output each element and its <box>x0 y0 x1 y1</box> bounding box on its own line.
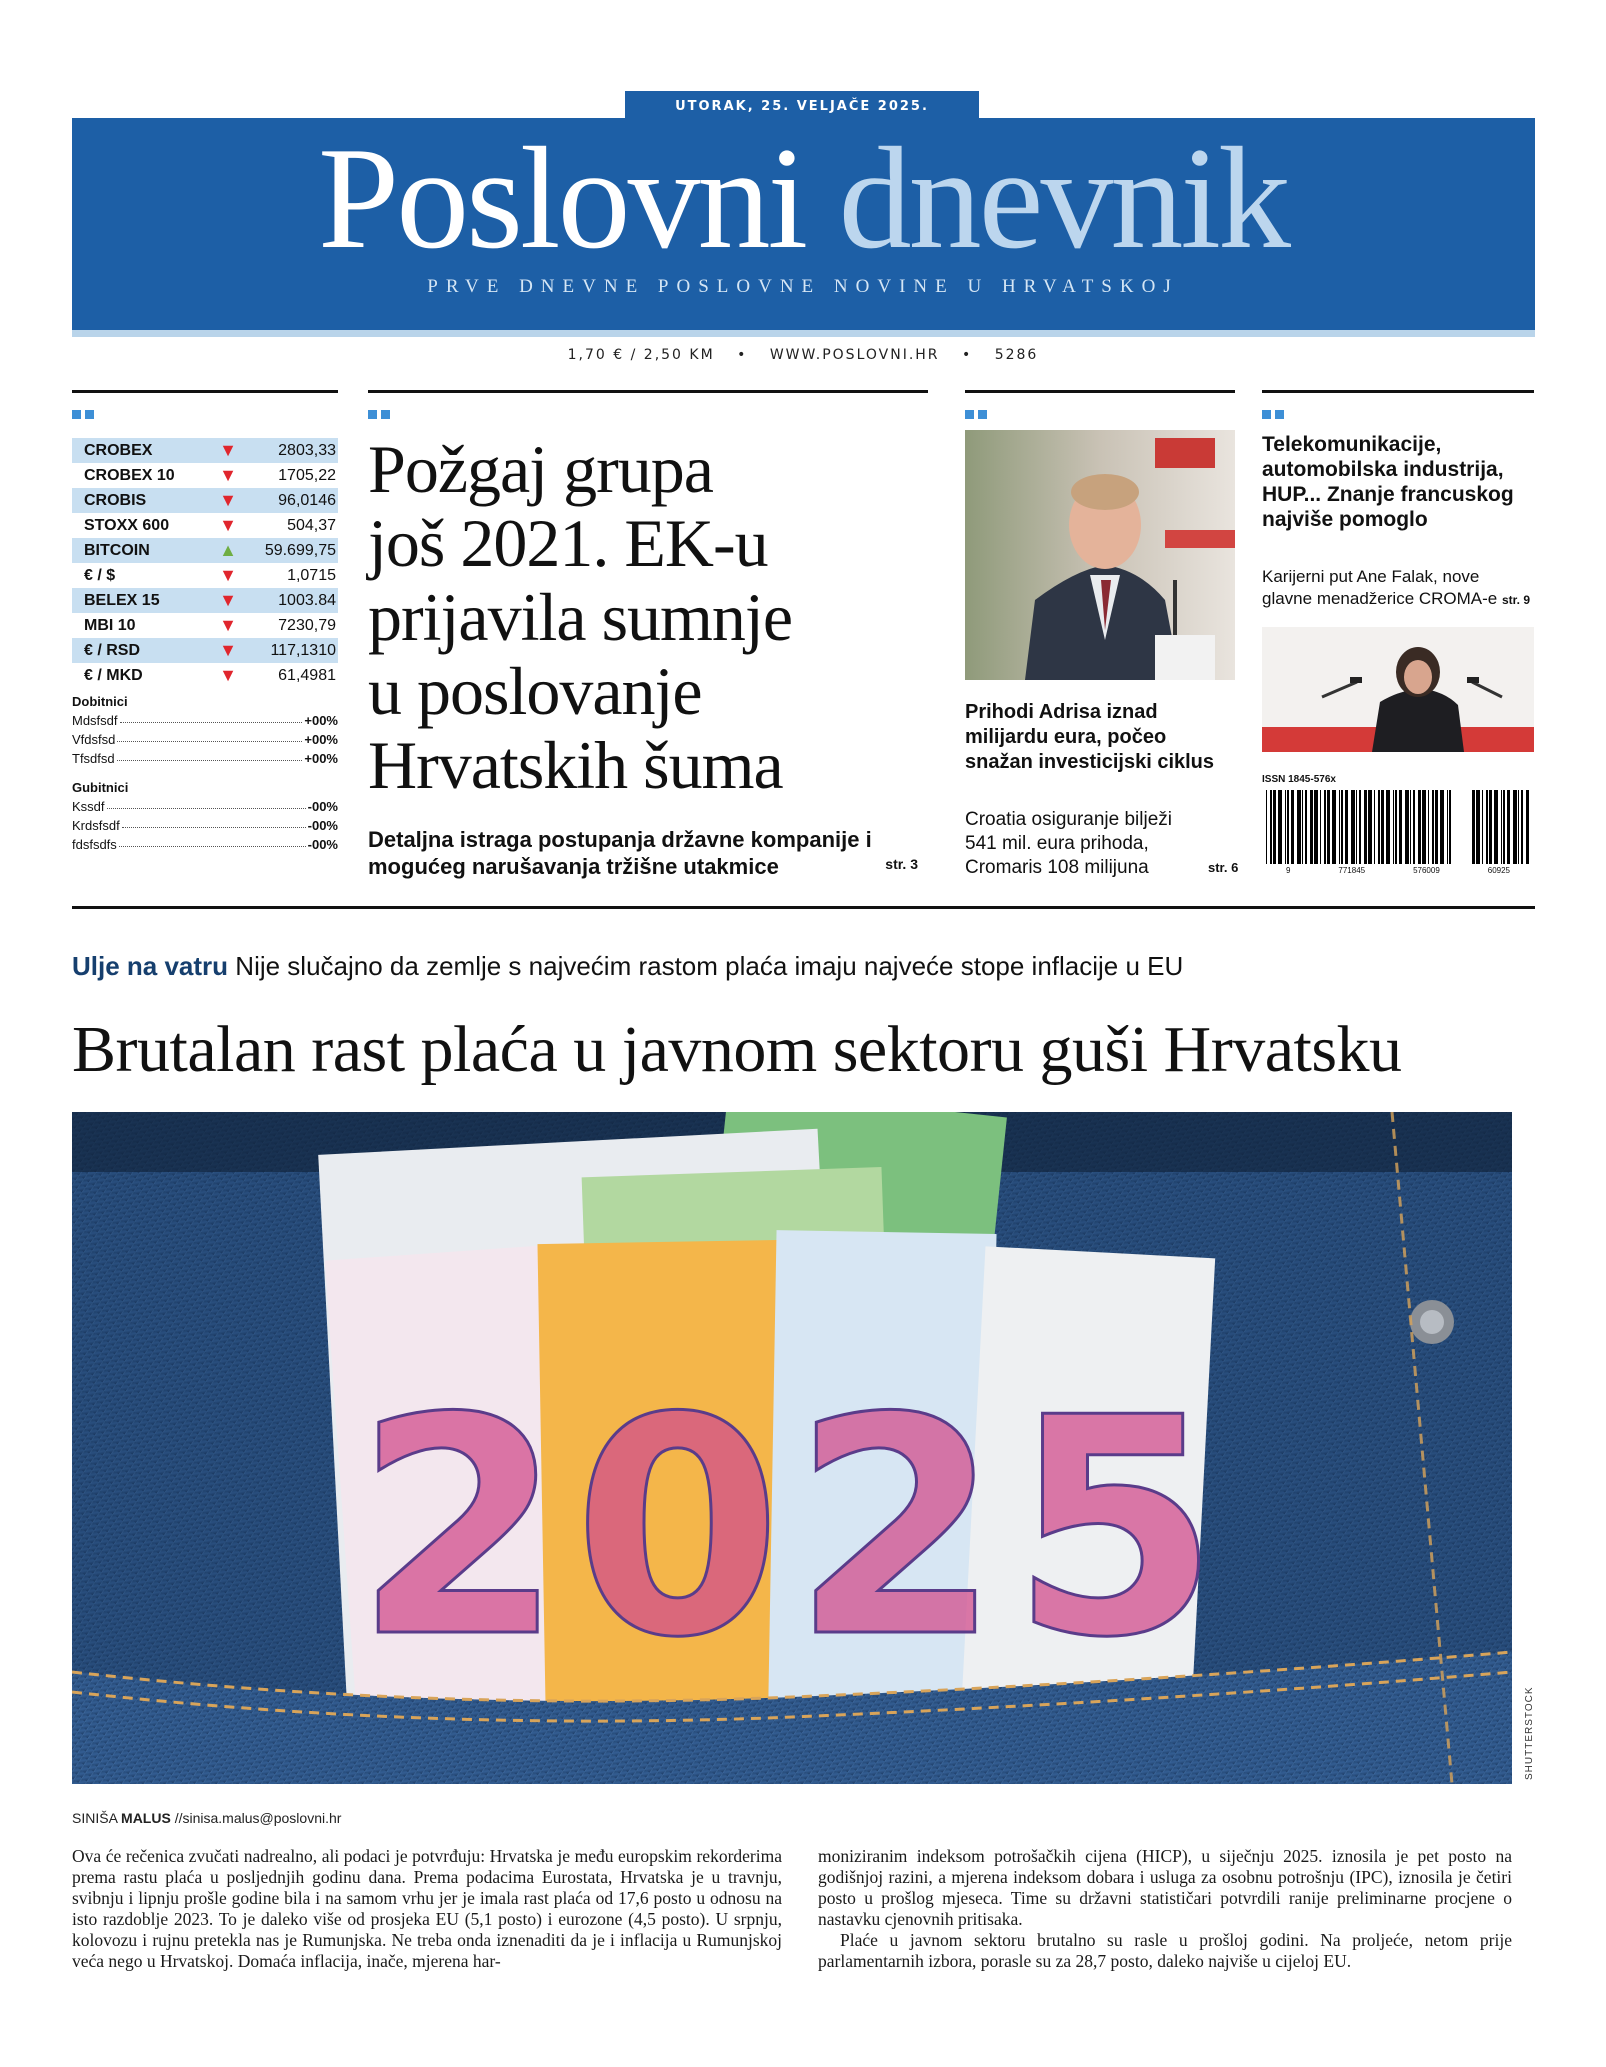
website-link[interactable]: WWW.POSLOVNI.HR <box>769 347 940 363</box>
hero-image <box>72 1112 1512 1784</box>
hero-number-text: 2025 <box>354 1354 1230 1703</box>
barcode-bar <box>1395 790 1397 864</box>
issue-number: 5286 <box>994 347 1039 363</box>
article-paragraph: Ova će rečenica zvučati nadrealno, ali podaci je potvrđuju: Hrvatska je među europskim rekorderima prema rastu plaća u posljednjih godinu dana. Prema podacima Eurostata, Hrvatska je u travnju, svibnju i lipnju prošle godine bila i na samom vrhu jer je imala rast plaća od 17,6 posto u odnosu na isto razdoblje 2023. To je daleko više od prosjeka EU (5,1 posto) i eurozone (4,5 posto). U srpnju, kolovozu i rujnu pretekla nas je Rumunjska. Ne treba onda iznenaditi da je i inflacija u Rumunjskoj veća nego u Hrvatskoj. Domaća inflacija, inače, mjerena har- <box>72 1846 782 1971</box>
list-item <box>72 728 338 747</box>
leader-dots <box>122 827 306 828</box>
headline-line: još 2021. EK-u <box>368 505 768 581</box>
barcode-bar <box>1305 790 1307 864</box>
market-value: 1,0715 <box>287 566 336 584</box>
section-divider <box>72 906 1535 909</box>
barcode-bar <box>1364 790 1367 864</box>
headline-line: prijavila sumnje <box>368 579 793 655</box>
barcode-bar <box>1418 790 1421 864</box>
newspaper-logo[interactable] <box>0 118 1606 278</box>
adris-deck: Croatia osiguranje bilježi 541 mil. eura prihoda, Cromaris 108 milijuna <box>965 809 1172 878</box>
arrow-down-icon: ▼ <box>219 465 237 485</box>
market-value: 504,37 <box>287 516 336 534</box>
barcode-bar <box>1422 790 1426 864</box>
barcode-bar <box>1339 790 1340 864</box>
barcode-bar <box>1381 790 1384 864</box>
market-row <box>72 563 338 588</box>
barcode-bar <box>1494 790 1498 864</box>
telecom-deck-text: Karijerni put Ane Falak, nove glavne menadžerice CROMA-e <box>1262 567 1498 608</box>
market-row <box>72 438 338 463</box>
adris-photo-illustration <box>965 430 1235 680</box>
market-rows <box>72 438 338 688</box>
column-rule <box>368 390 928 393</box>
barcode-bar <box>1278 790 1282 864</box>
barcode-bar <box>1486 790 1488 864</box>
column-rule <box>1262 390 1534 393</box>
market-name: CROBEX <box>84 441 153 459</box>
article-column-1 <box>72 1846 782 1972</box>
barcode-bar <box>1368 790 1372 864</box>
market-name: MBI 10 <box>84 616 136 634</box>
market-row <box>72 463 338 488</box>
stock-change: +00% <box>304 732 338 747</box>
barcode-bar <box>1432 790 1434 864</box>
column-rule <box>965 390 1235 393</box>
barcode-bar <box>1291 790 1294 864</box>
market-name: € / RSD <box>84 641 141 659</box>
arrow-down-icon: ▼ <box>219 615 237 635</box>
barcode-numbers <box>1262 866 1534 875</box>
price-line <box>0 347 1606 363</box>
barcode-bar <box>1356 790 1357 864</box>
market-name: BELEX 15 <box>84 591 160 609</box>
issue-date: UTORAK, 25. VELJAČE 2025. <box>625 91 979 122</box>
arrow-down-icon: ▼ <box>219 515 237 535</box>
market-row <box>72 488 338 513</box>
market-name: STOXX 600 <box>84 516 170 534</box>
telecom-photo-illustration <box>1262 627 1534 752</box>
stock-name: Kssdf <box>72 799 105 814</box>
stock-name: fdsfsdfs <box>72 837 117 852</box>
section-marker-icon <box>72 410 94 419</box>
arrow-down-icon: ▼ <box>219 590 237 610</box>
barcode-number: 576009 <box>1413 866 1440 875</box>
main-headline[interactable]: Brutalan rast plaća u javnom sektoru guši Hrvatsku <box>72 1013 1402 1086</box>
barcode-bar <box>1341 790 1343 864</box>
telecom-deck <box>1262 566 1534 611</box>
barcode-bar <box>1287 790 1289 864</box>
market-name: CROBIS <box>84 491 147 509</box>
kicker-text: Nije slučajno da zemlje s najvećim rastom plaća imaju najveće stope inflacije u EU <box>235 951 1184 981</box>
barcode-bar <box>1302 790 1303 864</box>
market-value: 7230,79 <box>278 616 336 634</box>
barcode-bar <box>1435 790 1438 864</box>
market-name: BITCOIN <box>84 541 150 559</box>
tagline: PRVE DNEVNE POSLOVNE NOVINE U HRVATSKOJ <box>427 276 1179 297</box>
barcode-number: 60925 <box>1487 866 1510 875</box>
barcode-bar <box>1476 790 1480 864</box>
leader-dots <box>117 741 302 742</box>
barcode-bar <box>1521 790 1523 864</box>
barcode-bar <box>1378 790 1380 864</box>
arrow-down-icon: ▼ <box>219 640 237 660</box>
losers-title: Gubitnici <box>72 780 129 795</box>
photo-credit: SHUTTERSTOCK <box>1524 1686 1535 1780</box>
leader-dots <box>107 808 306 809</box>
stock-name: Vfdsfsd <box>72 732 116 747</box>
barcode-bar <box>1327 790 1330 864</box>
barcode-bar <box>1489 790 1492 864</box>
arrow-down-icon: ▼ <box>219 565 237 585</box>
leader-dots <box>117 760 303 761</box>
barcode-bar <box>1297 790 1301 864</box>
market-row <box>72 613 338 638</box>
section-marker-icon <box>1262 410 1284 419</box>
barcode-bar <box>1526 790 1529 864</box>
market-value: 61,4981 <box>278 666 336 684</box>
list-item <box>72 795 338 814</box>
leader-dots <box>119 846 306 847</box>
barcode-bar <box>1273 790 1276 864</box>
barcode-bar <box>1440 790 1444 864</box>
barcode-bar <box>1314 790 1318 864</box>
barcode-bar <box>1359 790 1361 864</box>
market-row <box>72 513 338 538</box>
article-paragraph: Plaće u javnom sektoru brutalno su rasle u prošloj godini. Na proljeće, netom prije parlamentarnih izbora, porasle su za 28,7 posto, daleko najviše u cijeloj EU. <box>818 1930 1512 1971</box>
list-item <box>72 709 338 728</box>
telecom-page-ref[interactable]: str. 9 <box>1502 593 1531 607</box>
barcode-bar <box>1482 790 1483 864</box>
byline-last: MALUS <box>121 1810 171 1826</box>
money-in-pocket-illustration <box>72 1112 1512 1784</box>
market-table <box>72 438 338 852</box>
arrow-up-icon: ▲ <box>219 540 237 560</box>
market-value: 1705,22 <box>278 466 336 484</box>
barcode-icon <box>1262 790 1534 868</box>
stock-name: Krdsfsdf <box>72 818 120 833</box>
stock-name: Mdsfsdf <box>72 713 118 728</box>
arrow-down-icon: ▼ <box>219 490 237 510</box>
barcode-bar <box>1472 790 1475 864</box>
barcode-bar <box>1270 790 1272 864</box>
adris-page-ref[interactable]: str. 6 <box>1208 860 1239 875</box>
list-item <box>72 833 338 852</box>
lead-page-ref[interactable]: str. 3 <box>885 856 918 872</box>
barcode-bar <box>1410 790 1411 864</box>
list-item <box>72 747 338 766</box>
stock-change: -00% <box>307 837 338 852</box>
market-name: € / $ <box>84 566 116 584</box>
byline <box>72 1810 341 1826</box>
barcode-bar <box>1310 790 1313 864</box>
column-rule <box>72 390 338 393</box>
gainers-title: Dobitnici <box>72 694 128 709</box>
leader-dots <box>120 722 303 723</box>
lead-deck-text: Detaljna istraga postupanja državne kompanije i mogućeg narušavanja tržišne utakmice <box>368 827 872 879</box>
barcode-bar <box>1447 790 1448 864</box>
barcode-bar <box>1374 790 1375 864</box>
market-value: 117,1310 <box>270 641 336 659</box>
market-name: € / MKD <box>84 666 143 684</box>
market-value: 59.699,75 <box>264 541 336 559</box>
barcode-bar <box>1386 790 1390 864</box>
lead-headline[interactable] <box>368 432 928 802</box>
main-kicker <box>72 951 1183 982</box>
masthead-strip <box>72 330 1535 337</box>
article-paragraph: moniziranim indeksom potrošačkih cijena (HICP), u siječnju 2025. iznosila je pet posto na godišnjoj razini, a mjerena indeksom dobara i usluga za osobnu potrošnju (IPC), iznosila je četiri posto u prošlog mjeseca. Time su državni statističari potvrdili ranije preliminarne procjene o nastavku cjenovnih pritisaka. <box>818 1846 1512 1929</box>
separator-dot: • <box>737 347 748 363</box>
barcode-bar <box>1428 790 1429 864</box>
barcode-bar <box>1266 790 1267 864</box>
barcode-bar <box>1351 790 1355 864</box>
byline-first: SINIŠA <box>72 1810 118 1826</box>
barcode-bar <box>1449 790 1451 864</box>
barcode-bar <box>1320 790 1321 864</box>
barcode-bar <box>1513 790 1517 864</box>
list-item <box>72 814 338 833</box>
losers-list <box>72 795 338 852</box>
market-value: 1003.84 <box>278 591 336 609</box>
market-value: 96,0146 <box>278 491 336 509</box>
barcode-bar <box>1518 790 1519 864</box>
barcode-bar <box>1285 790 1286 864</box>
headline-line: Požgaj grupa <box>368 431 713 507</box>
byline-email[interactable]: //sinisa.malus@poslovni.hr <box>174 1810 342 1826</box>
price: 1,70 € / 2,50 KM <box>567 347 715 363</box>
market-name: CROBEX 10 <box>84 466 175 484</box>
stock-name: Tfsdfsd <box>72 751 115 766</box>
section-marker-icon <box>965 410 987 419</box>
separator-dot: • <box>961 347 973 363</box>
logo-word-1: Poslovni <box>317 117 806 279</box>
barcode-number: 771845 <box>1338 866 1366 875</box>
telecom-photo <box>1262 627 1534 752</box>
stock-change: +00% <box>304 713 338 728</box>
market-row <box>72 588 338 613</box>
barcode-bar <box>1405 790 1409 864</box>
issn-label: ISSN 1845-576x <box>1262 774 1336 785</box>
arrow-down-icon: ▼ <box>219 440 237 460</box>
barcode-bar <box>1324 790 1326 864</box>
logo-word-2: dnevnik <box>838 117 1289 279</box>
stock-change: -00% <box>307 799 338 814</box>
headline-line: u poslovanje <box>368 653 702 729</box>
market-row <box>72 663 338 688</box>
barcode-bar <box>1503 790 1505 864</box>
market-value: 2803,33 <box>278 441 336 459</box>
gainers-list <box>72 709 338 766</box>
market-row <box>72 638 338 663</box>
arrow-down-icon: ▼ <box>219 665 237 685</box>
lead-deck <box>368 826 928 880</box>
adris-photo <box>965 430 1235 680</box>
section-marker-icon <box>368 410 390 419</box>
article-column-2 <box>818 1846 1512 1972</box>
headline-line: Hrvatskih šuma <box>368 727 783 803</box>
stock-change: -00% <box>307 818 338 833</box>
barcode-bar <box>1501 790 1502 864</box>
barcode-bar <box>1399 790 1402 864</box>
adris-headline[interactable]: Prihodi Adrisa iznad milijardu eura, počeo snažan investicijski ciklus <box>965 701 1215 773</box>
barcode-bar <box>1393 790 1394 864</box>
barcode-bar <box>1413 790 1415 864</box>
telecom-headline[interactable]: Telekomunikacije, automobilska industrija, HUP... Znanje francuskog najviše pomoglo <box>1262 433 1514 531</box>
kicker-label: Ulje na vatru <box>72 951 229 981</box>
stock-change: +00% <box>304 751 338 766</box>
barcode-number: 9 <box>1285 866 1291 875</box>
barcode-bar <box>1332 790 1336 864</box>
barcode-bar <box>1507 790 1510 864</box>
market-row <box>72 538 338 563</box>
barcode-bar <box>1345 790 1348 864</box>
